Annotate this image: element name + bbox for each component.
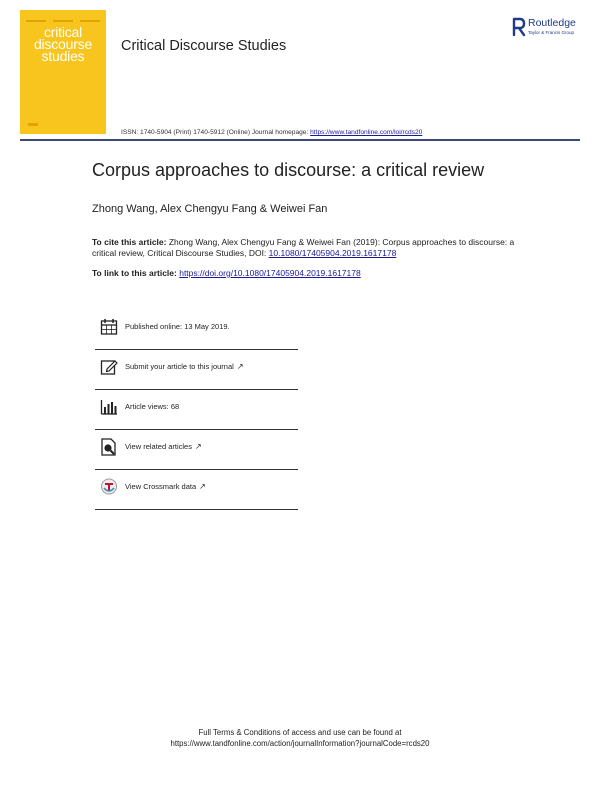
related-articles-label: View related articles xyxy=(125,442,192,451)
external-link-icon: ↗ xyxy=(236,362,244,371)
journal-homepage-link[interactable]: https://www.tandfonline.com/loi/rcds20 xyxy=(310,129,423,136)
header-divider xyxy=(20,139,580,141)
publisher-logo xyxy=(512,17,592,41)
submit-article-row[interactable] xyxy=(95,350,298,390)
publisher-subtitle: Taylor & Francis Group xyxy=(528,30,575,35)
external-link-icon: ↗ xyxy=(194,442,202,451)
article-info-list xyxy=(95,310,298,510)
article-link-line xyxy=(92,268,361,278)
cover-foot-mark xyxy=(28,123,38,126)
related-articles-row[interactable] xyxy=(95,430,298,470)
crossmark-row[interactable] xyxy=(95,470,298,510)
cover-decoration xyxy=(26,20,100,22)
article-link[interactable]: https://doi.org/10.1080/17405904.2019.1617178 xyxy=(179,268,361,278)
routledge-r-icon xyxy=(512,17,526,37)
cover-title: critical discourse studies xyxy=(33,24,93,64)
citation-text: Zhong Wang, Alex Chengyu Fang & Weiwei Fan (2019): Corpus approaches to discourse: a critical review, Critical Discourse Studies, DOI: xyxy=(92,237,515,258)
article-views-text: Article views: 68 xyxy=(125,402,180,411)
citation-label: To cite this article: xyxy=(92,237,167,247)
issn-text: ISSN: 1740-5904 (Print) 1740-5912 (Online) Journal homepage: xyxy=(121,129,311,136)
related-articles-link[interactable] xyxy=(125,442,202,451)
crossmark-link[interactable] xyxy=(125,482,206,491)
published-online-text: Published online: 13 May 2019. xyxy=(125,322,230,331)
footer xyxy=(0,727,600,749)
document-search-icon xyxy=(100,438,118,456)
article-link-label: To link to this article: xyxy=(92,268,180,278)
external-link-icon: ↗ xyxy=(199,482,206,491)
issn-line xyxy=(121,129,422,136)
published-online-row xyxy=(95,310,298,350)
footer-terms-text: Full Terms & Conditions of access and use can be found at xyxy=(198,728,402,737)
article-views-row xyxy=(95,390,298,430)
article-title: Corpus approaches to discourse: a critical review xyxy=(92,160,485,180)
publisher-name: Routledge xyxy=(528,17,576,29)
journal-cover xyxy=(20,10,106,134)
edit-icon xyxy=(100,358,118,376)
doi-link[interactable]: 10.1080/17405904.2019.1617178 xyxy=(268,248,397,258)
calendar-icon xyxy=(100,318,118,336)
citation-block xyxy=(92,237,522,259)
article-authors: Zhong Wang, Alex Chengyu Fang & Weiwei Fan xyxy=(92,203,328,215)
submit-article-label: Submit your article to this journal xyxy=(125,362,234,371)
submit-article-link[interactable] xyxy=(125,362,244,371)
journal-title: Critical Discourse Studies xyxy=(121,38,287,54)
footer-terms-link[interactable]: https://www.tandfonline.com/action/journalInformation?journalCode=rcds20 xyxy=(170,739,430,748)
crossmark-label: View Crossmark data xyxy=(125,482,197,491)
bar-chart-icon xyxy=(100,398,118,416)
crossmark-icon xyxy=(100,478,118,496)
